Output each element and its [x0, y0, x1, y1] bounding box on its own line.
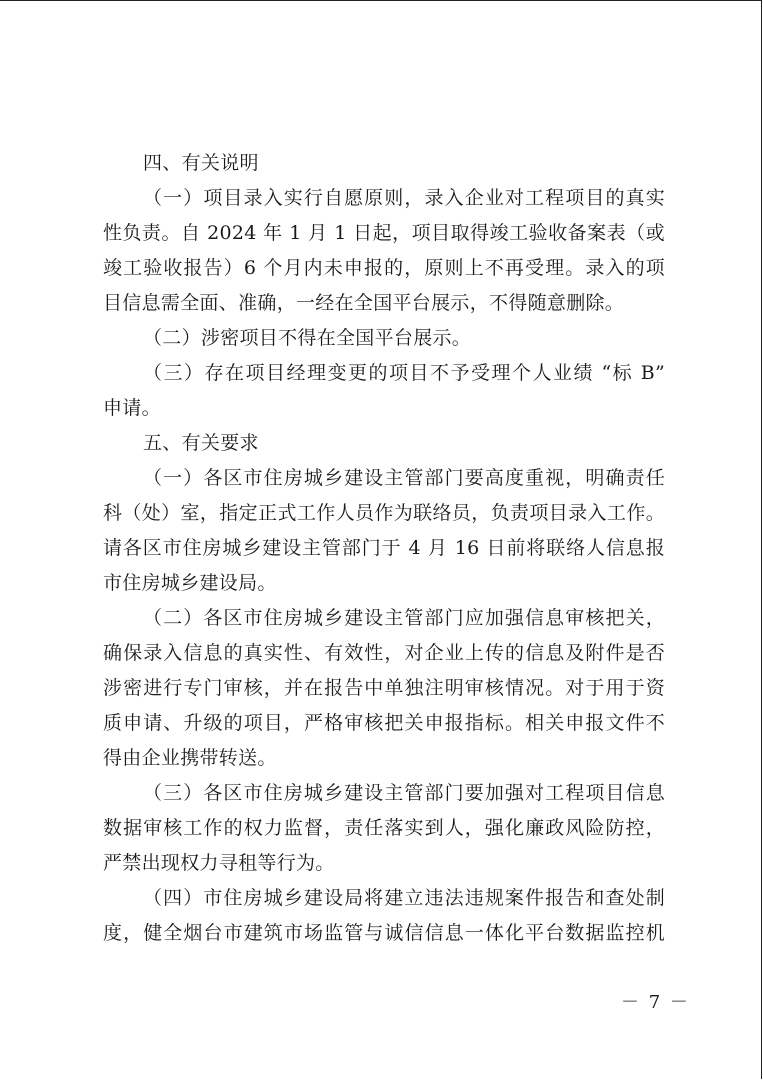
paragraph-line: （二）各区市住房城乡建设主管部门应加强信息审核把关， — [143, 607, 665, 629]
paragraph-line: 市住房城乡建设局。 — [103, 572, 277, 594]
paragraph-5-1 — [103, 461, 665, 601]
paragraph-line: 质申请、升级的项目，严格审核把关申报指标。相关申报文件不 — [103, 712, 665, 734]
paragraph-line: 目信息需全面、准确，一经在全国平台展示，不得随意删除。 — [103, 292, 625, 314]
paragraph-5-2 — [103, 601, 665, 776]
paragraph-line: （一）项目录入实行自愿原则，录入企业对工程项目的真实 — [143, 187, 665, 209]
paragraph-line: 竣工验收报告）6 个月内未申报的，原则上不再受理。录入的项 — [103, 257, 665, 279]
paragraph-line: 数据审核工作的权力监督，责任落实到人，强化廉政风险防控， — [103, 817, 665, 839]
paragraph-line: （四）市住房城乡建设局将建立违法违规案件报告和查处制 — [143, 887, 665, 909]
paragraph-line: 得由企业携带转送。 — [103, 747, 277, 769]
paragraph-line: 度，健全烟台市建筑市场监管与诚信信息一体化平台数据监控机 — [103, 922, 665, 944]
paragraph-line: 申请。 — [103, 397, 161, 419]
document-body — [103, 146, 665, 951]
paragraph-line: 请各区市住房城乡建设主管部门于 4 月 16 日前将联络人信息报 — [103, 537, 665, 559]
paragraph-line: 确保录入信息的真实性、有效性，对企业上传的信息及附件是否 — [103, 642, 665, 664]
section-heading-5: 五、有关要求 — [143, 432, 259, 454]
paragraph-5-3 — [103, 776, 665, 881]
paragraph-line: 性负责。自 2024 年 1 月 1 日起，项目取得竣工验收备案表（或 — [103, 222, 665, 244]
paragraph-line: （三）各区市住房城乡建设主管部门要加强对工程项目信息 — [143, 782, 665, 804]
paragraph-line: （一）各区市住房城乡建设主管部门要高度重视，明确责任 — [143, 467, 665, 489]
paragraph-5-4 — [103, 881, 665, 951]
page-number: － 7 － — [621, 992, 690, 1013]
paragraph-4-3 — [103, 356, 665, 426]
paragraph-line: 严禁出现权力寻租等行为。 — [103, 852, 335, 874]
paragraph-4-2 — [103, 321, 665, 356]
paragraph-line: （二）涉密项目不得在全国平台展示。 — [143, 327, 472, 349]
paragraph-line: 科（处）室，指定正式工作人员作为联络员，负责项目录入工作。 — [103, 502, 665, 524]
paragraph-4-1 — [103, 181, 665, 321]
section-heading-4: 四、有关说明 — [143, 152, 259, 174]
paragraph-line: 涉密进行专门审核，并在报告中单独注明审核情况。对于用于资 — [103, 677, 665, 699]
paragraph-line: （三）存在项目经理变更的项目不予受理个人业绩 “标 B” — [143, 362, 665, 384]
